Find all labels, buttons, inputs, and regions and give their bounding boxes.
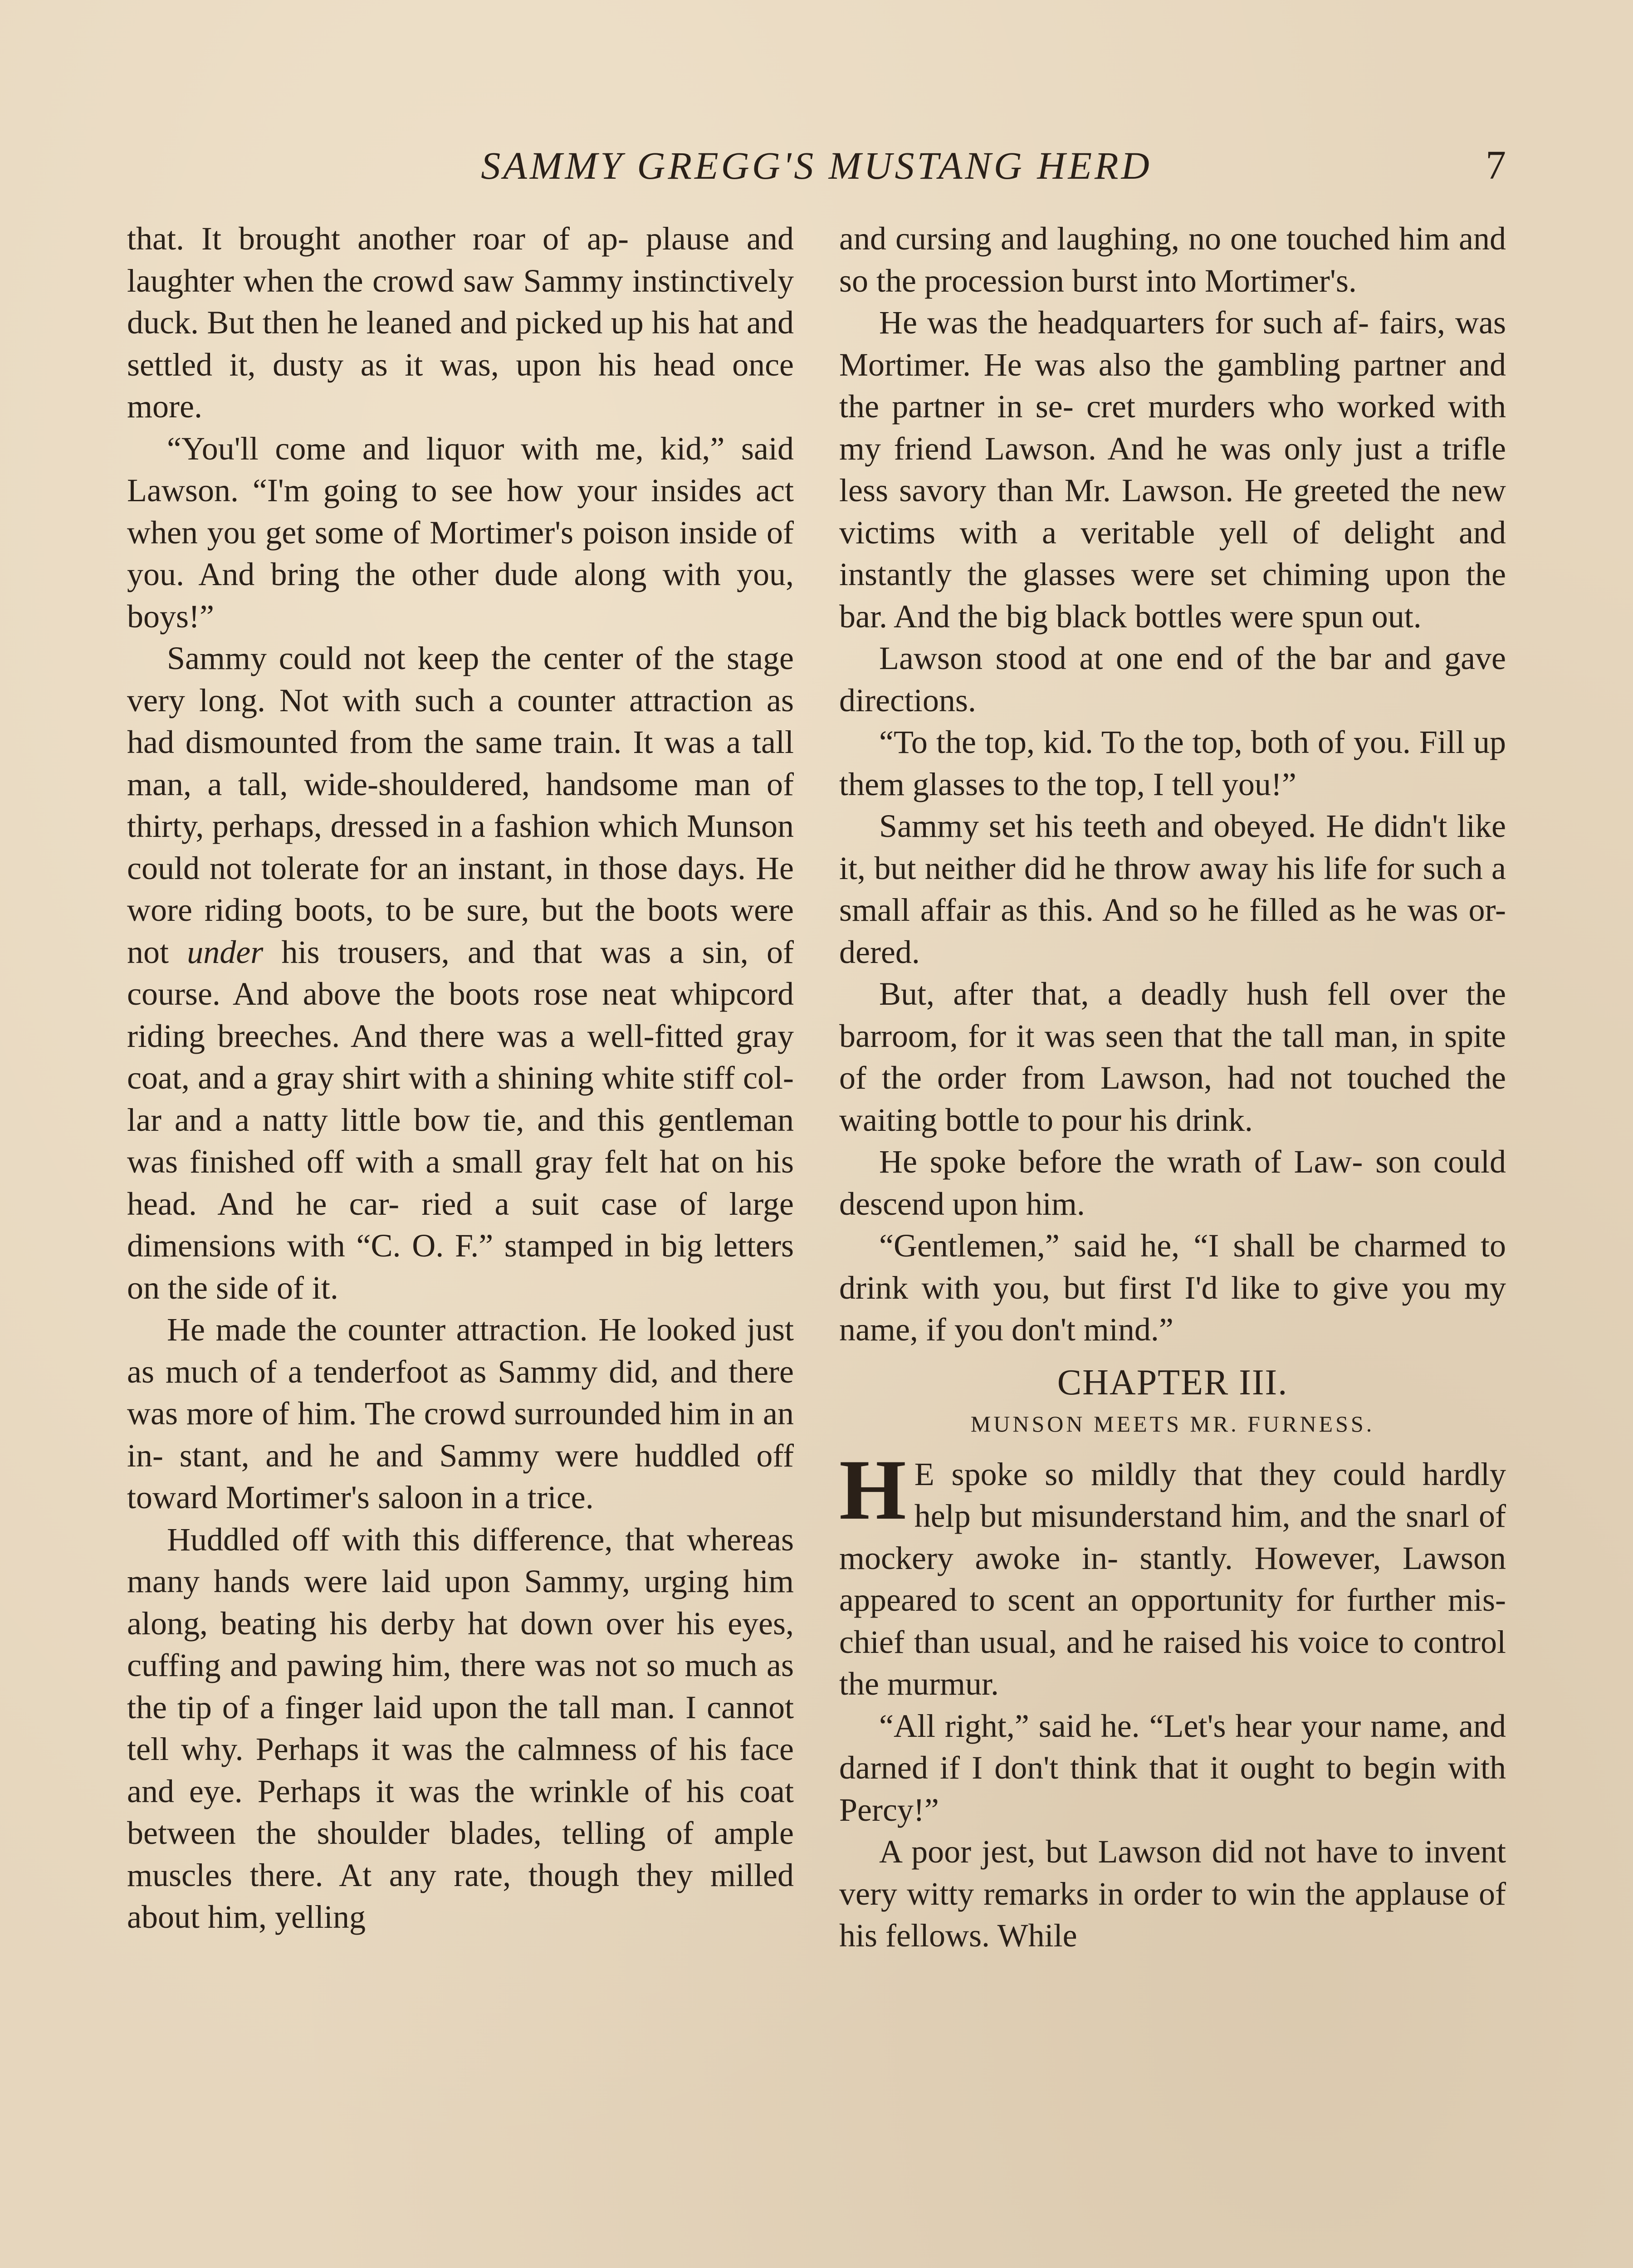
- paragraph: He made the counter attraction. He looked just as much of a tenderfoot as Sammy did, and there was more of him. The crowd surrounded him in an in- stant, and he and Sammy were huddled off toward Mortimer's saloon in a trice.: [127, 1311, 794, 1515]
- paragraph: He was the headquarters for such af- fairs, was Mortimer. He was also the gambling partner and the partner in se- cret murders who worked with my friend Lawson. And he was only just a trifle less savory than Mr. Lawson. He greeted the new victims with a veritable yell of delight and instantly the glasses were set chiming upon the bar. And the big black bottles were spun out.: [839, 304, 1506, 635]
- drop-cap: H: [839, 1442, 906, 1538]
- left-column: [127, 218, 794, 2268]
- chapter-title: CHAPTER III.: [1057, 1362, 1288, 1403]
- paragraph: [839, 1442, 1506, 1705]
- paragraph: He spoke before the wrath of Law- son could descend upon him.: [839, 1144, 1506, 1222]
- paragraph: Lawson stood at one end of the bar and gave directions.: [839, 640, 1506, 719]
- paragraph: Huddled off with this difference, that whereas many hands were laid upon Sammy, urging him along, beating his derby hat down over his eyes, cuffing and pawing him, there was not so much as the tip of a finger laid upon the tall man. I cannot tell why. Perhaps it was the calmness of his face and eye. Perhaps it was the wrinkle of his coat between the shoulder blades, telling of ample muscles there. At any rate, though they milled about him, yelling: [127, 1521, 794, 1935]
- running-head: SAMMY GREGG'S MUSTANG HERD: [481, 144, 1152, 187]
- chapter-subtitle: MUNSON MEETS MR. FURNESS.: [970, 1411, 1375, 1437]
- text-columns: [127, 218, 1506, 2268]
- paragraph: A poor jest, but Lawson did not have to invent very witty remarks in order to win the applause of his fellows. While: [839, 1833, 1506, 1954]
- text-run: E spoke so mildly that they could hardly help but misunderstand him, and the snarl of mockery awoke in- stantly. However, Lawson appeared to scent an opportunity for further mis- chief than usual, and he raised his voice to control the murmur.: [839, 1456, 1506, 1702]
- page-number: 7: [1486, 143, 1506, 188]
- text-run: Sammy could not keep the center of the stage very long. Not with such a counter attraction as had dismounted from the same train. It was a tall man, a tall, wide-shouldered, handsome man of thirty, perhaps, dressed in a fashion which Munson could not tolerate for an instant, in those days. He wore riding boots, to be sure, but the boots were not: [127, 640, 794, 970]
- paragraph: “To the top, kid. To the top, both of you. Fill up them glasses to the top, I tell you!”: [839, 724, 1506, 802]
- text-run: his trousers, and that was a sin, of course. And above the boots rose neat whipcord riding breeches. And there was a well-fitted gray coat, and a gray shirt with a shining white stiff col- lar and a natty little bow tie, and this gentleman was finished off with a small gray felt hat on his head. And he car- ried a suit case of large dimensions with “C. O. F.” stamped in big letters on the side of it.: [127, 934, 794, 1306]
- emphasis-text: under: [187, 934, 264, 970]
- paragraph: “All right,” said he. “Let's hear your name, and darned if I don't think that it ought to begin with Percy!”: [839, 1707, 1506, 1828]
- paragraph: that. It brought another roar of ap- plause and laughter when the crowd saw Sammy instinctively duck. But then he leaned and picked up his hat and settled it, dusty as it was, upon his head once more.: [127, 220, 794, 425]
- paragraph: “You'll come and liquor with me, kid,” said Lawson. “I'm going to see how your insides act when you get some of Mortimer's poison inside of you. And bring the other dude along with you, boys!”: [127, 430, 794, 635]
- paragraph: But, after that, a deadly hush fell over the barroom, for it was seen that the tall man, in spite of the order from Lawson, had not touched the waiting bottle to pour his drink.: [839, 976, 1506, 1138]
- paragraph: “Gentlemen,” said he, “I shall be charmed to drink with you, but first I'd like to give you my name, if you don't mind.”: [839, 1227, 1506, 1348]
- paragraph: Sammy set his teeth and obeyed. He didn't like it, but neither did he throw away his life for such a small affair as this. And so he filled as he was or- dered.: [839, 808, 1506, 970]
- paragraph: and cursing and laughing, no one touched him and so the procession burst into Mortimer's.: [839, 220, 1506, 299]
- paragraph: [127, 637, 794, 1309]
- right-column: [839, 218, 1506, 2268]
- page-header: [127, 136, 1506, 195]
